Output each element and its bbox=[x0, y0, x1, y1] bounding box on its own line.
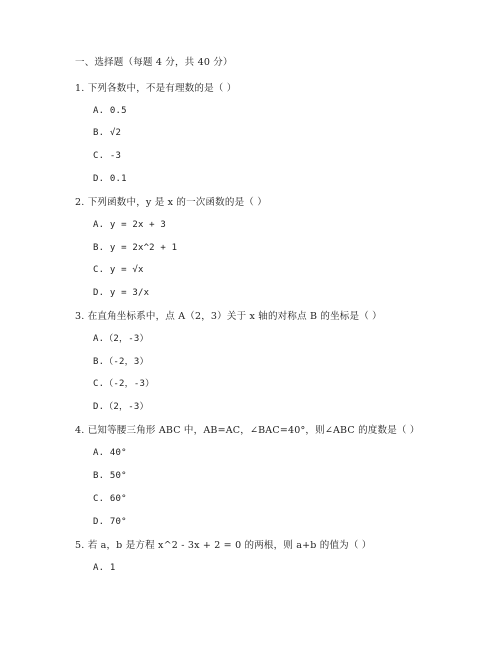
question-1-option-a: A. 0.5 bbox=[93, 106, 127, 116]
question-text: 在直角坐标系中，点 A（2，3）关于 x 轴的对称点 B 的坐标是（ ） bbox=[87, 311, 382, 322]
question-2-option-a: A. y = 2x + 3 bbox=[93, 220, 167, 230]
question-4-option-d: D. 70° bbox=[93, 517, 127, 527]
question-5-option-a: A. 1 bbox=[93, 563, 116, 573]
question-3-option-c: C.（-2，-3） bbox=[93, 379, 155, 389]
question-text: 若 a，b 是方程 x^2 - 3x + 2 = 0 的两根，则 a+b 的值为（ ） bbox=[87, 540, 372, 551]
question-4-option-a: A. 40° bbox=[93, 448, 127, 458]
question-3-option-a: A.（2，-3） bbox=[93, 334, 149, 344]
question-5 bbox=[75, 541, 372, 551]
question-3-option-d: D.（2，-3） bbox=[93, 402, 149, 412]
section-title: 一、选择题（每题 4 分，共 40 分） bbox=[75, 57, 233, 68]
question-4-option-b: B. 50° bbox=[93, 471, 127, 481]
question-2-option-c: C. y = √x bbox=[93, 265, 144, 275]
question-2-option-d: D. y = 3/x bbox=[93, 288, 150, 298]
question-4-option-c: C. 60° bbox=[93, 494, 127, 504]
question-1-option-c: C. -3 bbox=[93, 151, 122, 161]
question-number: 5. bbox=[75, 540, 85, 551]
question-text: 下列各数中，不是有理数的是（ ） bbox=[87, 83, 237, 94]
question-2-option-b: B. y = 2x^2 + 1 bbox=[93, 243, 178, 253]
question-text: 已知等腰三角形 ABC 中，AB=AC，∠BAC=40°，则∠ABC 的度数是（ ） bbox=[87, 425, 420, 436]
question-1 bbox=[75, 84, 236, 94]
question-text: 下列函数中，y 是 x 的一次函数的是（ ） bbox=[87, 197, 267, 208]
question-1-option-d: D. 0.1 bbox=[93, 174, 127, 184]
question-number: 4. bbox=[75, 425, 85, 436]
question-3-option-b: B.（-2，3） bbox=[93, 357, 149, 367]
question-2 bbox=[75, 198, 267, 208]
question-number: 1. bbox=[75, 83, 85, 94]
question-3 bbox=[75, 312, 382, 322]
question-number: 3. bbox=[75, 311, 85, 322]
question-4 bbox=[75, 426, 420, 436]
question-number: 2. bbox=[75, 197, 85, 208]
question-1-option-b: B. √2 bbox=[93, 128, 122, 138]
